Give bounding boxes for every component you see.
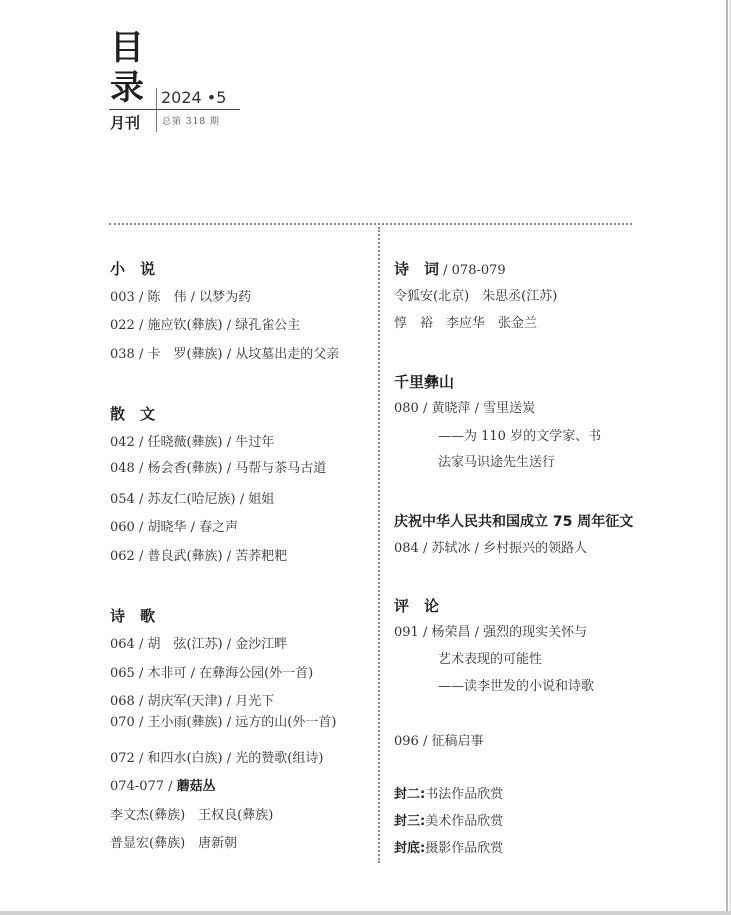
author-line: 李文杰(彝族) 王权良(彝族): [110, 808, 274, 823]
masthead-rule: [109, 109, 240, 110]
toc-entry[interactable]: 042 / 任晓薇(彝族) / 牛过年: [110, 435, 275, 450]
ci-pages: / 078-079: [439, 263, 506, 278]
toc-entry-text: 048 / 杨会香(彝族) / 马帮与茶马古道: [110, 461, 327, 476]
toc-entry[interactable]: 096 / 征稿启事: [394, 734, 484, 749]
masthead-subtitle: 月刊: [110, 114, 141, 132]
cover-item[interactable]: [394, 840, 503, 858]
author-line: 令狐安(北京) 朱思丞(江苏): [394, 289, 558, 304]
cover-text: 摄影作品欣赏: [425, 841, 504, 856]
toc-entry-group[interactable]: [110, 778, 216, 796]
cover-item[interactable]: [394, 786, 503, 804]
horizontal-divider: [109, 223, 632, 225]
section-heading-ci: [394, 258, 506, 279]
section-heading-qianli: 千里彝山: [394, 373, 455, 391]
entry-subtitle: 法家马识途先生送行: [438, 455, 556, 470]
toc-entry-clipped[interactable]: [110, 461, 327, 476]
issue-number: 2024 •5: [161, 88, 227, 107]
group-pages: 074-077 /: [110, 779, 177, 794]
masthead-title-2: 录: [110, 68, 144, 108]
cover-text: 美术作品欣赏: [425, 814, 504, 829]
cover-label: 封底:: [394, 841, 426, 856]
toc-entry[interactable]: 080 / 黄晓萍 / 雪里送炭: [394, 401, 536, 416]
total-issue: 总第 318 期: [162, 117, 220, 127]
toc-entry[interactable]: 062 / 普良武(彝族) / 苦荞粑粑: [110, 549, 288, 564]
section-heading-review: 评 论: [394, 597, 440, 615]
toc-entry[interactable]: 054 / 苏友仁(哈尼族) / 姐姐: [110, 492, 275, 507]
cover-label: 封三:: [394, 814, 426, 829]
cover-item[interactable]: [394, 813, 503, 831]
entry-continuation: 艺术表现的可能性: [438, 652, 543, 667]
toc-entry[interactable]: 065 / 木非可 / 在彝海公园(外一首): [110, 666, 314, 681]
page-bottom-edge: [0, 911, 731, 915]
toc-entry-text: 070 / 王小雨(彝族) / 远方的山(外一首): [110, 715, 337, 730]
section-heading-poetry: 诗 歌: [110, 607, 156, 625]
section-heading-fiction: 小 说: [110, 260, 156, 278]
toc-entry[interactable]: 003 / 陈 伟 / 以梦为药: [110, 290, 252, 305]
toc-entry[interactable]: 072 / 和四水(白族) / 光的赞歌(组诗): [110, 751, 324, 766]
masthead-title-1: 目: [110, 28, 144, 68]
entry-subtitle: ——为 110 岁的文学家、书: [438, 429, 602, 444]
toc-entry[interactable]: 068 / 胡庆军(天津) / 月光下: [110, 694, 275, 709]
section-heading-celebration: 庆祝中华人民共和国成立 75 周年征文: [394, 514, 634, 530]
column-divider: [378, 227, 380, 863]
toc-entry[interactable]: 060 / 胡晓华 / 春之声: [110, 520, 239, 535]
author-line: 普显宏(彝族) 唐新朝: [110, 836, 238, 851]
group-title: 蘑菇丛: [176, 779, 216, 794]
toc-entry[interactable]: 022 / 施应钦(彝族) / 绿孔雀公主: [110, 318, 301, 333]
toc-entry-clipped[interactable]: [110, 715, 337, 735]
author-line: 惇 裕 李应华 张金兰: [394, 316, 538, 331]
toc-entry[interactable]: 038 / 卡 罗(彝族) / 从坟墓出走的父亲: [110, 347, 340, 362]
cover-text: 书法作品欣赏: [425, 787, 504, 802]
page-edge-shadow: [726, 0, 728, 915]
ci-title: 诗 词: [394, 260, 440, 278]
cover-label: 封二:: [394, 787, 426, 802]
section-heading-prose: 散 文: [110, 405, 156, 423]
toc-entry[interactable]: 064 / 胡 弦(江苏) / 金沙江畔: [110, 637, 288, 652]
entry-subtitle: ——读李世发的小说和诗歌: [438, 679, 595, 694]
toc-entry[interactable]: 091 / 杨荣昌 / 强烈的现实关怀与: [394, 625, 588, 640]
masthead-divider: [156, 88, 157, 132]
toc-entry[interactable]: 084 / 苏轼冰 / 乡村振兴的领路人: [394, 541, 588, 556]
